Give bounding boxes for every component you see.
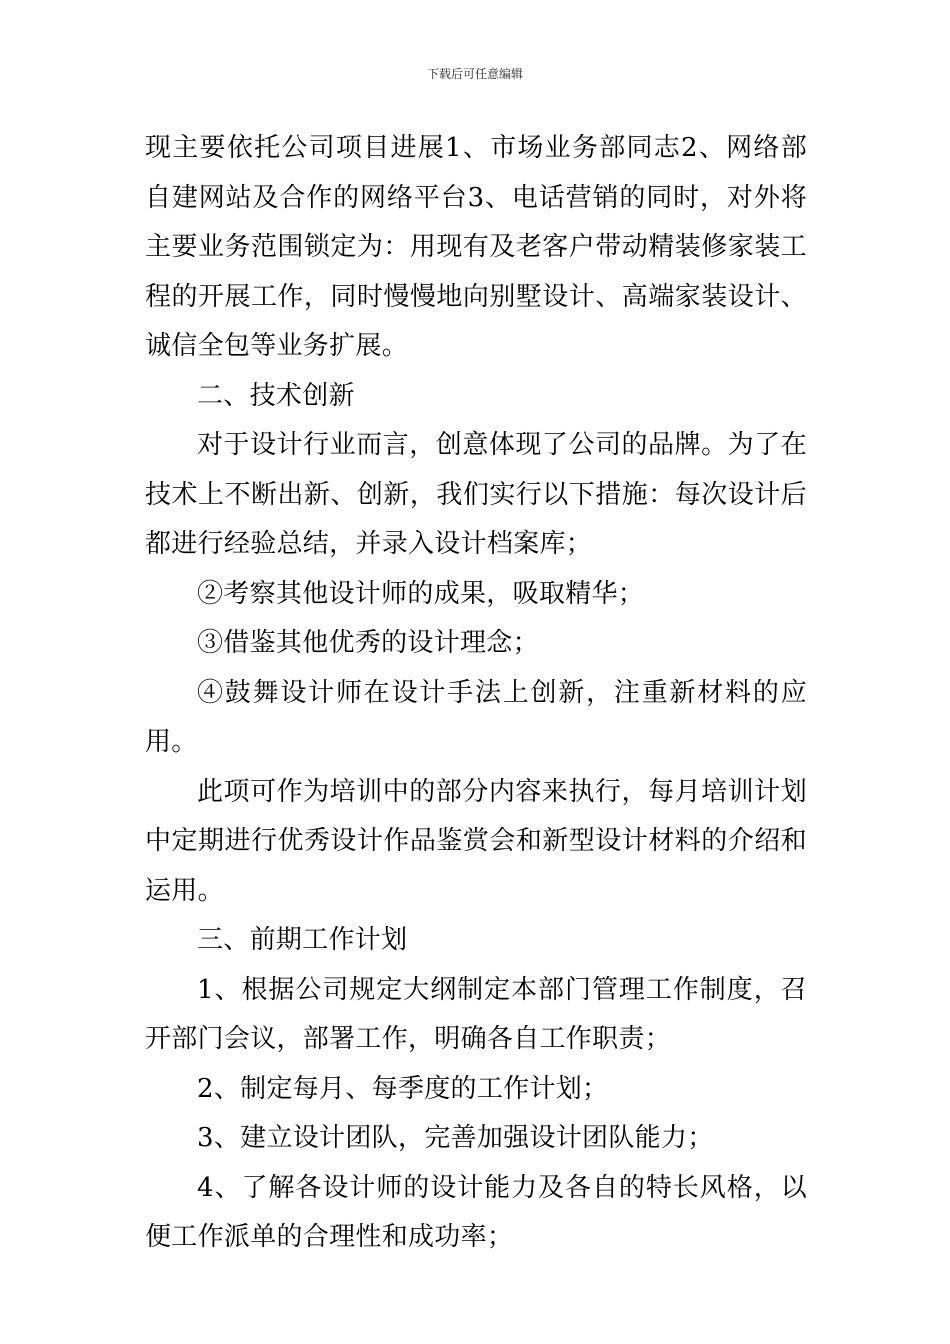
- list-item-encourage-innovation: ④鼓舞设计师在设计手法上创新，注重新材料的应用。: [145, 677, 807, 757]
- list-item-design-team: 3、建立设计团队，完善加强设计团队能力；: [197, 1123, 714, 1153]
- list-item-borrow-concepts: ③借鉴其他优秀的设计理念；: [197, 628, 539, 658]
- paragraph-training: 此项可作为培训中的部分内容来执行，每月培训计划中定期进行优秀设计作品鉴赏会和新型设计材料的介绍和运用。: [145, 776, 807, 906]
- list-item-study-designers: ②考察其他设计师的成果，吸取精华；: [197, 578, 645, 609]
- section-heading-early-plan: 三、前期工作计划: [197, 925, 408, 955]
- document-body: [145, 124, 807, 1263]
- list-item-work-plan: 2、制定每月、每季度的工作计划；: [197, 1073, 609, 1104]
- paragraph-creativity: 对于设计行业而言，创意体现了公司的品牌。为了在技术上不断出新、创新，我们实行以下措施：每次设计后都进行经验总结，并录入设计档案库；: [145, 430, 807, 559]
- list-item-designer-abilities: 4、了解各设计师的设计能力及各自的特长风格，以便工作派单的合理性和成功率；: [145, 1172, 807, 1252]
- page-header: 下载后可任意编辑: [426, 67, 523, 81]
- section-heading-tech-innovation: 二、技术创新: [197, 380, 355, 411]
- list-item-management-system: 1、根据公司规定大纲制定本部门管理工作制度，召开部门会议，部署工作，明确各自工作职责；: [145, 974, 807, 1054]
- paragraph-business-scope: 现主要依托公司项目进展1、市场业务部同志2、网络部自建网站及合作的网络平台3、电话营销的同时，对外将主要业务范围锁定为：用现有及老客户带动精装修家装工程的开展工作，同时慢慢地向别墅设计、高端家装设计、诚信全包等业务扩展。: [145, 133, 807, 361]
